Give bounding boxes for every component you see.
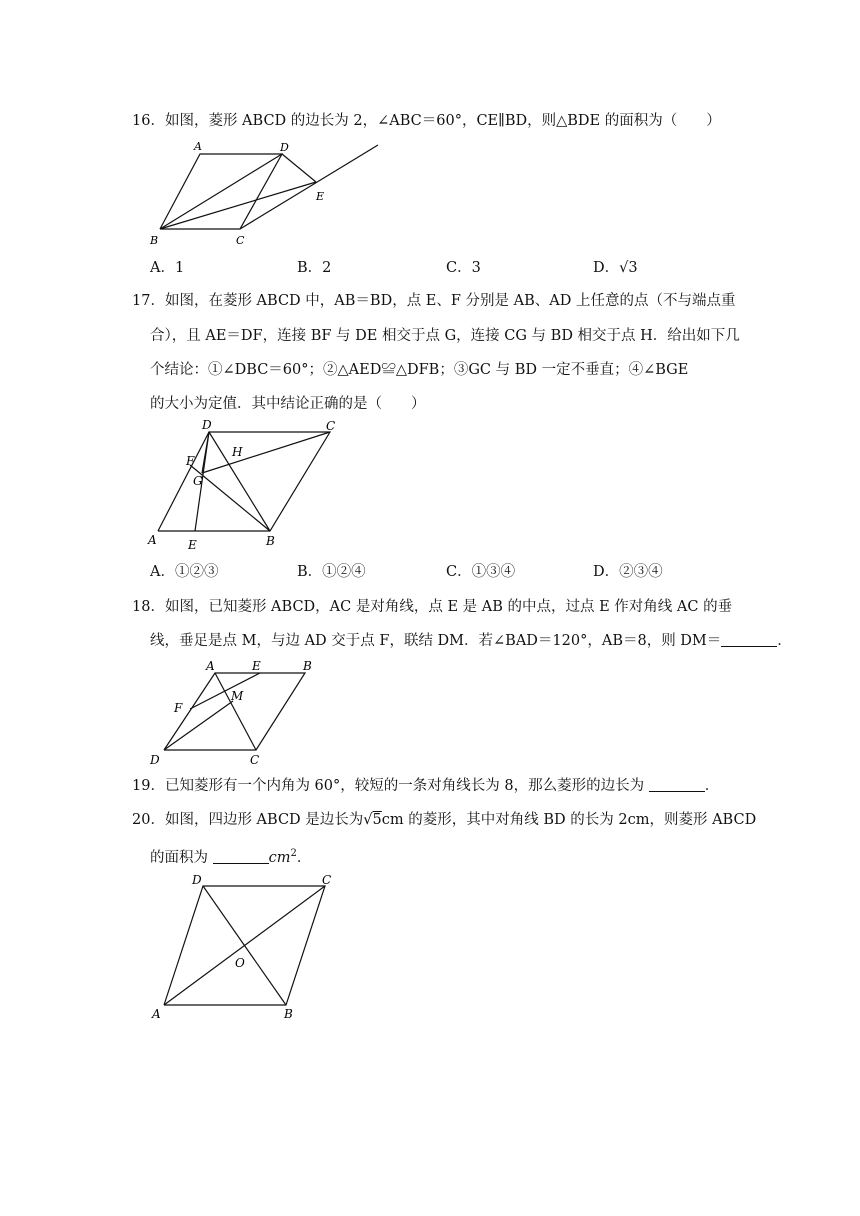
q19-line: 19．已知菱形有一个内角为 60°，较短的一条对角线长为 8，那么菱形的边长为 ． [132, 778, 720, 794]
q18-label-c: C [250, 753, 260, 767]
q16-label-a: A [194, 140, 202, 153]
q18-figure [140, 655, 340, 767]
q20-label-c: C [322, 874, 332, 887]
q18-label-b: B [303, 659, 312, 673]
q17-line-3: 个结论：①∠DBC＝60°；②△AED≌△DFB；③GC 与 BD 一定不垂直；④∠BGE [150, 362, 689, 378]
q20-label-o: O [235, 956, 245, 970]
q16-label-b: B [150, 234, 159, 247]
q19-answer-blank[interactable] [649, 777, 705, 792]
q16-text [132, 111, 721, 131]
q20-line-2: 的面积为 $cm^2$． [150, 848, 312, 866]
q18-number: 18． [132, 599, 165, 615]
q17-label-a: A [148, 533, 157, 547]
q20-line-1: 20．如图，四边形 ABCD 是边长为√5cm 的菱形，其中对角线 BD 的长为 2cm，则菱形 ABCD [132, 812, 757, 828]
q17-option-b[interactable]: B．①②④ [297, 564, 366, 580]
q17-label-h: H [232, 445, 243, 459]
q17-option-d[interactable]: D．②③④ [593, 564, 663, 580]
q17-label-c: C [326, 419, 336, 433]
q16-option-d[interactable]: D．√3 [593, 260, 638, 276]
q17-option-a[interactable]: A．①②③ [150, 564, 219, 580]
q16-label-d: D [280, 141, 289, 154]
q17-line-4: 的大小为定值．其中结论正确的是（ ） [150, 396, 426, 412]
q18-label-e: E [252, 659, 261, 673]
q17-line-1: 17．如图，在菱形 ABCD 中，AB＝BD，点 E、F 分别是 AB、AD 上任意的点（不与端点重 [132, 293, 736, 309]
q18-line-1: 18．如图，已知菱形 ABCD，AC 是对角线，点 E 是 AB 的中点，过点 E 作对角线 AC 的垂 [132, 599, 733, 615]
q17-option-c[interactable]: C．①③④ [446, 564, 516, 580]
q16-option-b[interactable]: B．2 [297, 260, 332, 276]
q20-answer-blank[interactable] [213, 849, 269, 864]
q16-label-c: C [236, 234, 245, 247]
q18-line-2: 线，垂足是点 M，与边 AD 交于点 F，联结 DM．若∠BAD＝120°，AB＝8，则 DM＝ ． [150, 633, 792, 649]
q17-line-2: 合），且 AE＝DF，连接 BF 与 DE 相交于点 G，连接 CG 与 BD 相交于点 H．给出如下几 [150, 328, 740, 344]
q16-label-e: E [316, 190, 325, 203]
q18-label-f: F [174, 701, 183, 715]
sqrt-sign-icon: √ [363, 812, 373, 828]
q16-figure [140, 138, 390, 250]
q17-label-b: B [266, 534, 275, 548]
q16-option-c[interactable]: C．3 [446, 260, 481, 276]
q17-label-d: D [202, 418, 212, 432]
q17-label-f: F [186, 454, 195, 468]
q17-figure [140, 418, 350, 556]
q20-figure [140, 874, 350, 1024]
q18-label-a: A [206, 659, 215, 673]
q18-answer-blank[interactable] [721, 632, 777, 647]
q20-number: 20． [132, 812, 165, 828]
q16-number: 16． [132, 113, 165, 129]
q20-label-a: A [152, 1007, 161, 1021]
q18-label-m: M [231, 689, 244, 703]
q16-option-a[interactable]: A．1 [150, 260, 185, 276]
q17-label-g: G [193, 474, 203, 488]
q17-label-e: E [188, 538, 197, 552]
q18-label-d: D [150, 753, 160, 767]
q16-stem: 如图，菱形 ABCD 的边长为 2，∠ABC＝60°，CE∥BD，则△BDE 的面积为（ ） [164, 113, 721, 129]
q17-number: 17． [132, 293, 165, 309]
q20-label-b: B [284, 1007, 293, 1021]
q19-number: 19． [132, 778, 165, 794]
q20-label-d: D [192, 874, 202, 887]
